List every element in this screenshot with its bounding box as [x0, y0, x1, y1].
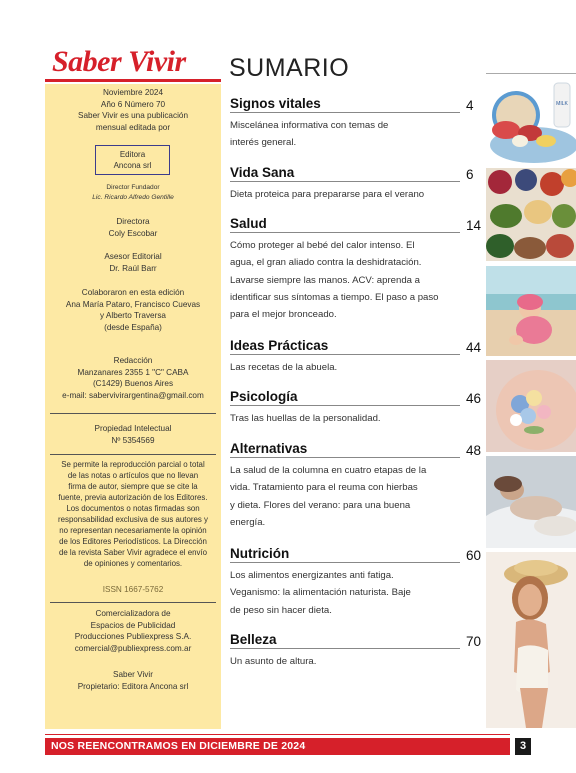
swimsuit-woman-photo — [486, 552, 576, 728]
toc-entry-title: Alternativas — [230, 441, 308, 456]
propietario: Saber Vivir Propietario: Editora Ancona srl — [77, 670, 189, 691]
toc-entry-page: 70 — [466, 634, 482, 649]
toc-entry-psicologia[interactable] — [230, 386, 480, 427]
resting-woman-photo — [486, 456, 576, 548]
issn: ISSN 1667-5762 — [102, 585, 164, 594]
toc-entry-description: Un asunto de altura. — [230, 656, 317, 667]
toc-entry-page: 60 — [466, 548, 482, 563]
toc-entry-page: 14 — [466, 218, 482, 233]
credits-divider — [50, 602, 216, 603]
logo-underline — [45, 79, 221, 82]
director-fundador: Director Fundador Lic. Ricardo Alfredo Gentille — [92, 184, 174, 201]
comercializadora: Comercializadora de Espacios de Publicidad Producciones Publiexpress S.A. comercial@publiexpress.com.ar — [74, 609, 192, 653]
credits-divider — [50, 454, 216, 455]
toc-entry-signos-vitales[interactable] — [230, 93, 480, 152]
toc-entry-page: 46 — [466, 391, 482, 406]
page-title: SUMARIO — [229, 54, 350, 82]
toc-entry-description: Miscelánea informativa con temas de interés general. — [230, 120, 389, 149]
toc-entry-page: 48 — [466, 443, 482, 458]
toc-entry-title: Nutrición — [230, 546, 290, 561]
toc-entry-description: La salud de la columna en cuatro etapas de la vida. Tratamiento para el reuma con hierbas y dieta. Flores del verano: para una buena energía. — [230, 465, 427, 528]
toc-entry-title: Psicología — [230, 389, 298, 404]
toc-entry-salud[interactable] — [230, 213, 480, 323]
asesor-editorial: Asesor Editorial Dr. Raúl Barr — [104, 252, 162, 273]
issue-info: Noviembre 2024 Año 6 Número 70 Saber Vivir es una publicación mensual editada por — [78, 88, 188, 132]
toc-entry-page: 44 — [466, 340, 482, 355]
baby-at-beach-photo — [486, 266, 576, 356]
toc-entry-description: Tras las huellas de la personalidad. — [230, 413, 381, 424]
toc-entry-belleza[interactable] — [230, 629, 480, 670]
vegetables-photo — [486, 168, 576, 261]
toc-entry-description: Cómo proteger al bebé del calor intenso. El agua, el gran aliado contra la deshidratación. Lavarse siempre las manos. ACV: aprenda a identificar sus síntomas a tiempo. El paso a paso para el mejor bronceado. — [230, 240, 439, 321]
credits-column — [45, 84, 221, 729]
protein-food-photo — [486, 75, 576, 165]
page-number: 3 — [515, 738, 531, 755]
magazine-logo: Saber Vivir — [52, 45, 186, 78]
propiedad-intelectual: Propiedad Intelectual Nº 5354569 — [94, 424, 172, 445]
toc-entry-title: Vida Sana — [230, 165, 295, 180]
toc-entry-title: Belleza — [230, 632, 277, 647]
legal-notice: Se permite la reproducción parcial o total de las notas o artículos que no llevan firma de autor, siempre que se cite la fuente, previa autorización de los Editores. Los documentos o notas firmadas son responsabilidad exclusiva de sus autores y no representan necesariamente la opinión de los Editores Periodísticos. La Dirección de la revista Saber Vivir agradece el envío de opiniones y comentarios. — [57, 460, 208, 568]
toc-entry-alternativas[interactable] — [230, 438, 480, 531]
toc-entry-description: Dieta proteica para prepararse para el verano — [230, 189, 425, 200]
footer-rule — [45, 734, 510, 735]
flowers-belly-photo — [486, 360, 576, 452]
editora-box: Editora Ancona srl — [95, 145, 170, 175]
colaboradores: Colaboraron en esta edición Ana María Pataro, Francisco Cuevas y Alberto Traversa (desde España) — [65, 288, 201, 332]
toc-entry-title: Salud — [230, 216, 267, 231]
credits-divider — [50, 413, 216, 414]
redaccion: Redacción Manzanares 2355 1 "C" CABA (C1429) Buenos Aires e-mail: sabervivirargentina@gmail.com — [62, 356, 204, 400]
toc-entry-vida-sana[interactable] — [230, 162, 480, 203]
toc-entry-ideas-practicas[interactable] — [230, 335, 480, 376]
toc-entry-title: Ideas Prácticas — [230, 338, 329, 353]
toc-entry-nutricion[interactable] — [230, 543, 480, 619]
title-rule — [486, 73, 576, 74]
directora: Directora Coly Escobar — [108, 217, 158, 238]
milk-label: MILK — [556, 101, 568, 107]
toc-entry-description: Los alimentos energizantes anti fatiga. Veganismo: la alimentación naturista. Baje de peso sin hacer dieta. — [230, 570, 411, 616]
toc-entry-description: Las recetas de la abuela. — [230, 362, 338, 373]
toc-entry-page: 4 — [466, 98, 474, 113]
toc-entry-title: Signos vitales — [230, 96, 321, 111]
toc-entry-page: 6 — [466, 167, 474, 182]
footer-banner: NOS REENCONTRAMOS EN DICIEMBRE DE 2024 — [45, 738, 510, 755]
